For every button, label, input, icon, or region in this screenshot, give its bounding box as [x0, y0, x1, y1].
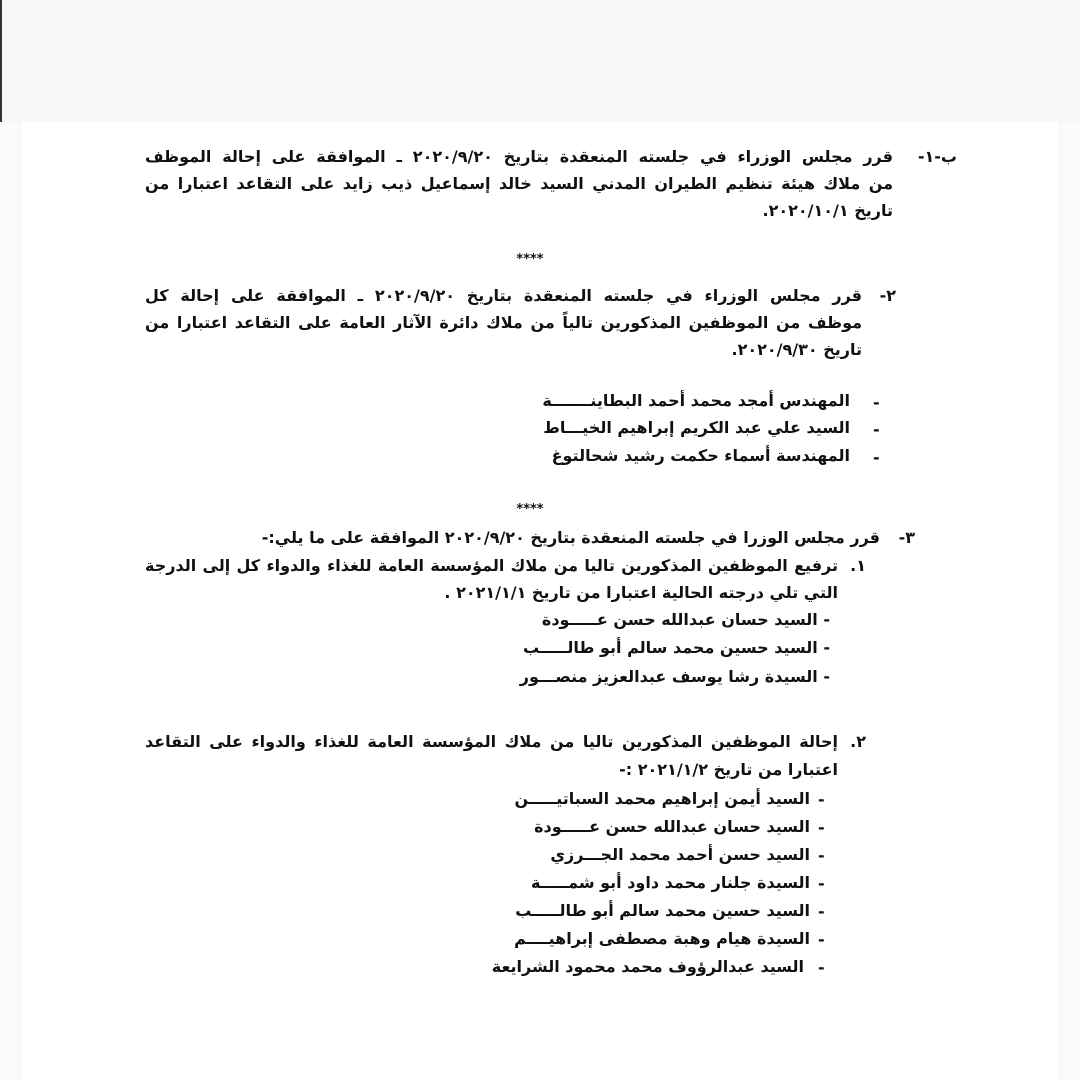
item1-number: ١. — [850, 556, 866, 575]
list-bullet: - — [873, 420, 880, 439]
list-bullet: - — [818, 902, 825, 921]
section3-intro: قرر مجلس الوزرا في جلسته المنعقدة بتاريخ ٢٠٢٠/٩/٢٠ الموافقة على ما يلي:- — [261, 528, 880, 547]
section2-line: قرر مجلس الوزراء في جلسته المنعقدة بتاريخ ٢٠٢٠/٩/٢٠ ـ الموافقة على إحالة كل — [145, 286, 862, 305]
section1-line: من ملاك هيئة تنظيم الطيران المدني السيد خالد إسماعيل ذيب زايد على التقاعد اعتبارا من — [145, 174, 893, 193]
section3-number: ٣- — [898, 528, 915, 547]
top-margin — [0, 0, 1080, 122]
list-bullet: - — [818, 958, 825, 977]
list-item — [520, 666, 830, 688]
list-item — [523, 637, 830, 659]
item2-line: اعتبارا من تاريخ ٢٠٢١/١/٢ :- — [619, 760, 838, 779]
list-item: السيدة هيام وهبة مصطفى إبراهيــــم — [514, 929, 810, 948]
list-item: السيد أيمن إبراهيم محمد السباتيـــــن — [514, 789, 810, 808]
left-edge-line — [0, 0, 2, 122]
list-bullet: - — [818, 874, 825, 893]
list-bullet: - — [818, 846, 825, 865]
section1-line: تاريخ ٢٠٢٠/١٠/١. — [762, 201, 893, 220]
list-item: السيدة جلنار محمد داود أبو شمـــــة — [531, 873, 810, 892]
list-bullet: - — [873, 448, 880, 467]
list-bullet: - — [823, 638, 830, 657]
item2-number: ٢. — [850, 732, 866, 751]
list-bullet: - — [818, 930, 825, 949]
list-bullet: - — [818, 790, 825, 809]
list-bullet: - — [823, 667, 830, 686]
list-item-name: السيد حسان عبدالله حسن عـــــودة — [541, 610, 818, 629]
item1-line: ترفيع الموظفين المذكورين تاليا من ملاك المؤسسة العامة للغذاء والدواء كل إلى الدرجة — [145, 556, 838, 575]
list-bullet: - — [818, 818, 825, 837]
item2-line: إحالة الموظفين المذكورين تاليا من ملاك المؤسسة العامة للغذاء والدواء على التقاعد — [145, 732, 838, 751]
list-item: المهندسة أسماء حكمت رشيد شحالتوغ — [551, 446, 850, 465]
list-item: السيد علي عبد الكريم إبراهيم الخيـــاط — [543, 418, 850, 437]
list-item: السيد عبدالرؤوف محمد محمود الشرايعة — [491, 957, 804, 976]
list-item: السيد حسن أحمد محمد الجـــرزي — [550, 845, 810, 864]
list-item: السيد حسين محمد سالم أبو طالـــــب — [515, 901, 810, 920]
list-bullet: - — [823, 610, 830, 629]
section2-number: ٢- — [879, 286, 896, 305]
item1-line: التي تلي درجته الحالية اعتبارا من تاريخ ٢٠٢١/١/١ . — [444, 583, 838, 602]
list-item — [542, 609, 830, 631]
section2-line: تاريخ ٢٠٢٠/٩/٣٠. — [731, 340, 862, 359]
separator: **** — [516, 502, 544, 517]
separator: **** — [516, 252, 544, 267]
list-item: المهندس أمجد محمد أحمد البطاينـــــــة — [542, 391, 850, 410]
section2-line: موظف من الموظفين المذكورين تالياً من ملاك دائرة الآثار العامة على التقاعد اعتبارا من — [145, 313, 862, 332]
list-item: السيد حسان عبدالله حسن عـــــودة — [534, 817, 810, 836]
list-item-name: السيدة رشا يوسف عبدالعزيز منصـــور — [519, 667, 818, 686]
list-item-name: السيد حسين محمد سالم أبو طالـــــب — [523, 638, 818, 657]
list-bullet: - — [873, 393, 880, 412]
section1-line: قرر مجلس الوزراء في جلسته المنعقدة بتاريخ ٢٠٢٠/٩/٢٠ ـ الموافقة على إحالة الموظف — [145, 147, 893, 166]
section1-number: ب-١- — [917, 147, 957, 166]
